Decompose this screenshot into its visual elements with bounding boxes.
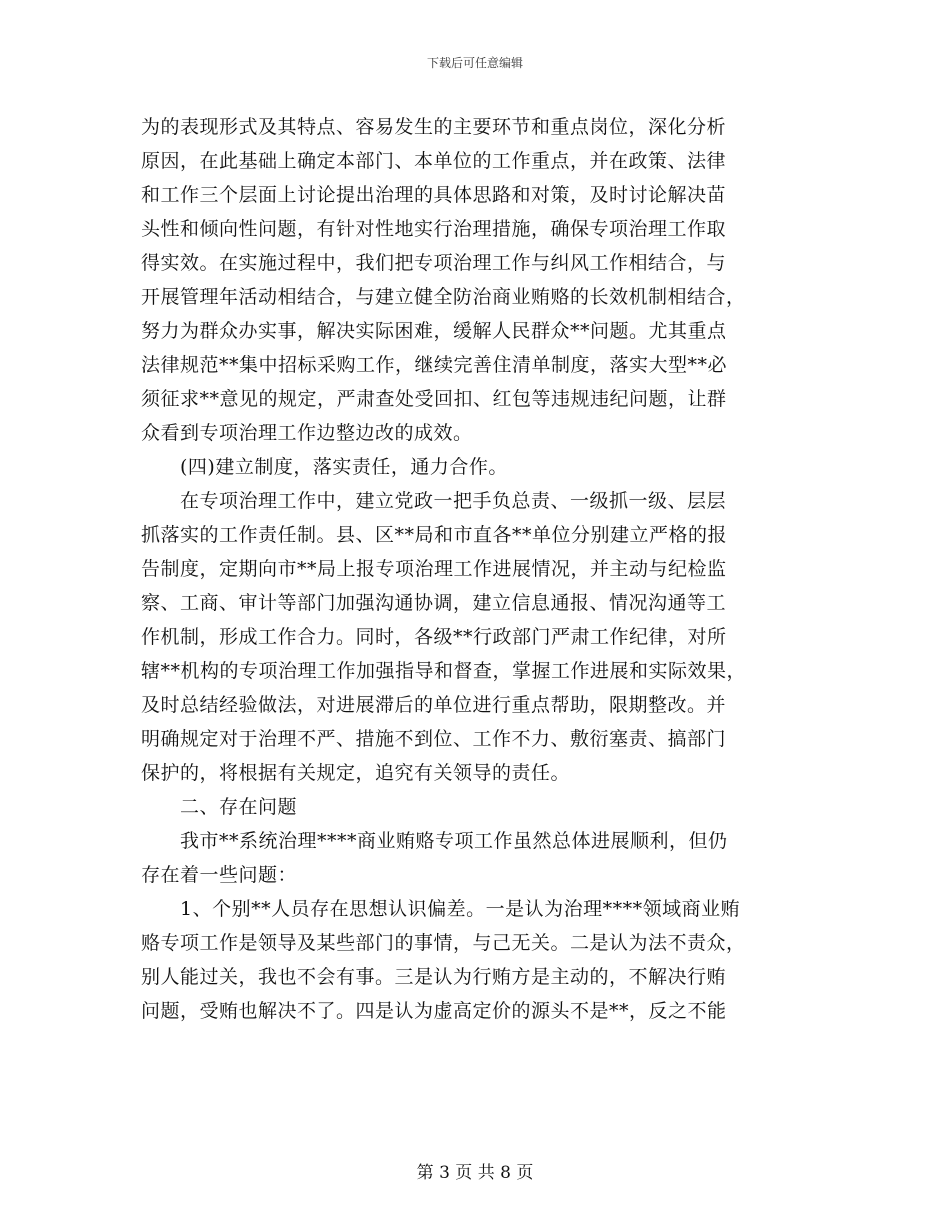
section-heading: 二、存在问题 [141, 796, 298, 818]
page-footer: 第 3 页 共 8 页 [416, 1163, 534, 1183]
text-line: 得实效。在实施过程中，我们把专项治理工作与纠风工作相结合，与 [141, 252, 727, 274]
text-line: 原因，在此基础上确定本部门、本单位的工作重点，并在政策、法律 [141, 150, 727, 172]
document-body [141, 110, 806, 1028]
text-line: 开展管理年活动相结合，与建立健全防治商业贿赂的长效机制相结合， [141, 286, 746, 308]
text-line: 问题，受贿也解决不了。四是认为虚高定价的源头不是**，反之不能 [141, 1000, 727, 1022]
text-line: 我市**系统治理****商业贿赂专项工作虽然总体进展顺利，但仍 [141, 830, 728, 852]
text-line: 察、工商、审计等部门加强沟通协调，建立信息通报、情况沟通等工 [141, 592, 727, 614]
text-line: 辖**机构的专项治理工作加强指导和督查，掌握工作进展和实际效果， [141, 660, 747, 682]
text-line: 为的表现形式及其特点、容易发生的主要环节和重点岗位，深化分析 [141, 116, 727, 138]
text-line: 头性和倾向性问题，有针对性地实行治理措施，确保专项治理工作取 [141, 218, 727, 240]
text-line: 1、个别**人员存在思想认识偏差。一是认为治理****领域商业贿 [141, 898, 741, 920]
text-line: 赂专项工作是领导及某些部门的事情，与己无关。二是认为法不责众， [141, 932, 746, 954]
text-line: 在专项治理工作中，建立党政一把手负总责、一级抓一级、层层 [141, 490, 727, 512]
text-line: 法律规范**集中招标采购工作，继续完善住清单制度，落实大型**必 [141, 354, 728, 376]
text-line: 及时总结经验做法，对进展滞后的单位进行重点帮助，限期整改。并 [141, 694, 727, 716]
text-line: 抓落实的工作责任制。县、区**局和市直各**单位分别建立严格的报 [141, 524, 728, 546]
text-line: 须征求**意见的规定，严肃查处受回扣、红包等违规违纪问题，让群 [141, 388, 727, 410]
text-line: 别人能过关，我也不会有事。三是认为行贿方是主动的，不解决行贿 [141, 966, 727, 988]
text-line: 作机制，形成工作合力。同时，各级**行政部门严肃工作纪律，对所 [141, 626, 727, 648]
text-line: 明确规定对于治理不严、措施不到位、工作不力、敷衍塞责、搞部门 [141, 728, 727, 750]
page-header: 下载后可任意编辑 [426, 56, 523, 70]
text-line: 告制度，定期向市**局上报专项治理工作进展情况，并主动与纪检监 [141, 558, 727, 580]
section-heading: (四)建立制度，落实责任，通力合作。 [141, 456, 508, 478]
text-line: 众看到专项治理工作边整边改的成效。 [141, 422, 473, 444]
text-line: 存在着一些问题： [141, 864, 298, 886]
text-line: 保护的，将根据有关规定，追究有关领导的责任。 [141, 762, 571, 784]
text-line: 努力为群众办实事，解决实际困难，缓解人民群众**问题。尤其重点 [141, 320, 727, 342]
text-line: 和工作三个层面上讨论提出治理的具体思路和对策，及时讨论解决苗 [141, 184, 727, 206]
